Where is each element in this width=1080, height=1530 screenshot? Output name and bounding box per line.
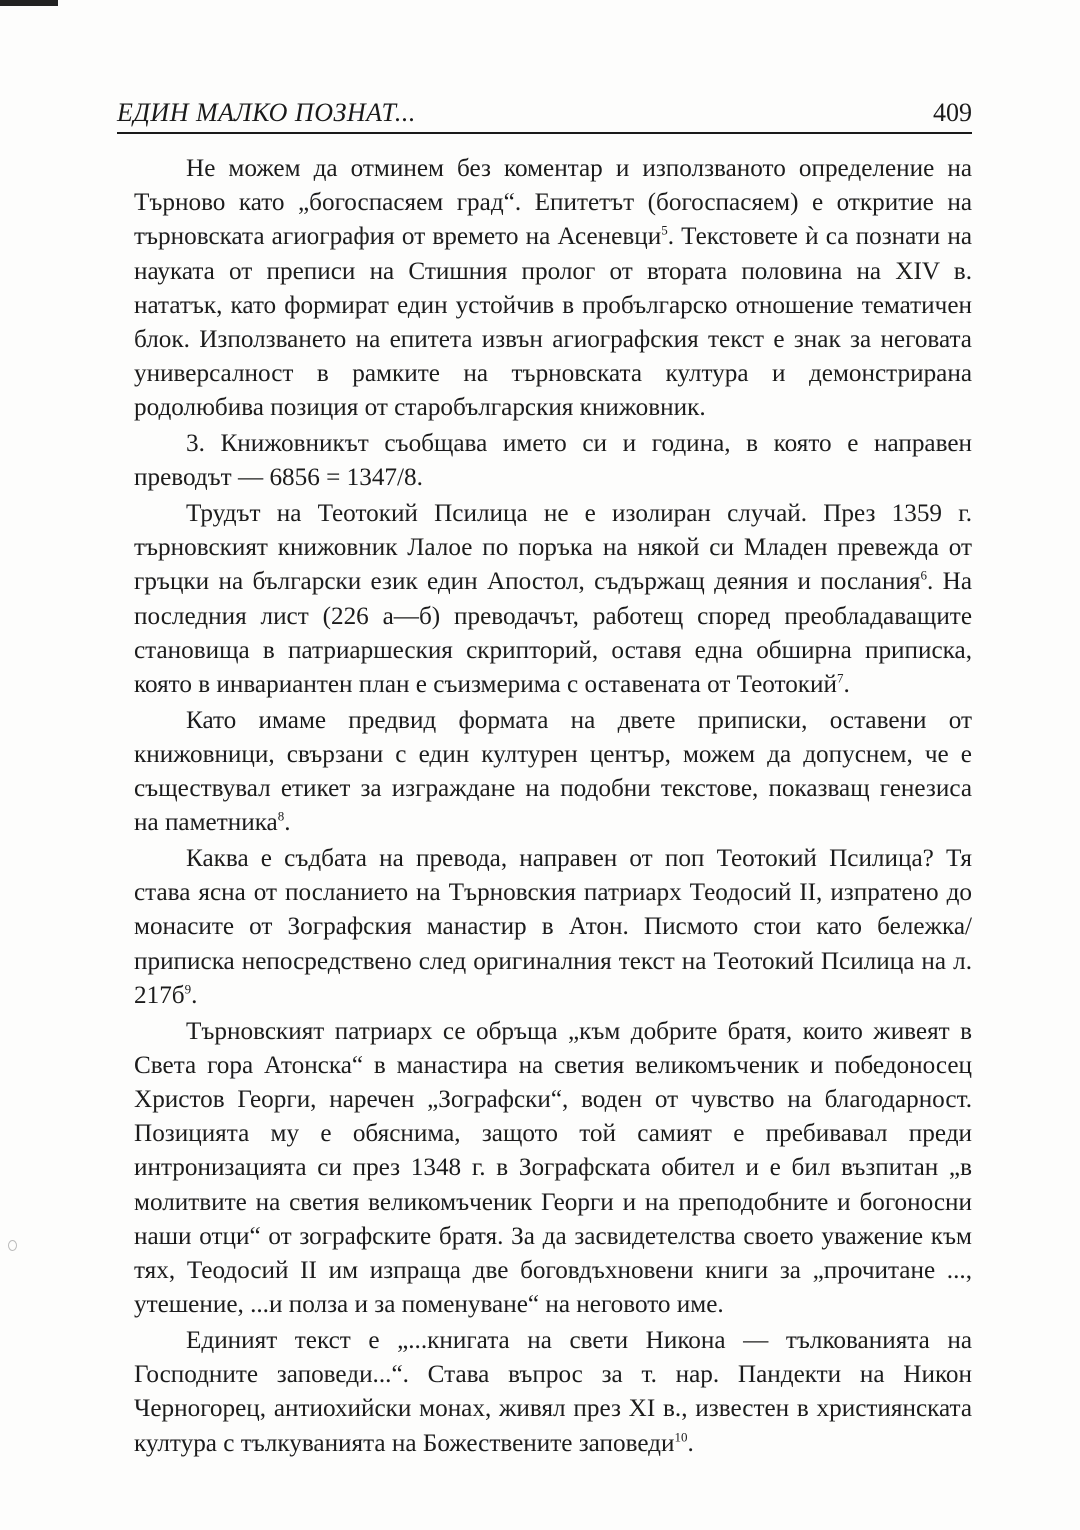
footnote-ref-5: 5: [661, 223, 668, 239]
paragraph-text: .: [843, 671, 850, 699]
paragraph-5: [134, 842, 972, 1013]
footnote-ref-10: 10: [674, 1429, 688, 1445]
paragraph-text: Каква е съдбата на превода, направен от поп Теотокий Псилица? Тя става ясна от посланието на Търновския патриарх Теодосий II, изпратено до монасите от Зографския манастир в Атон. Писмото стои като бележка/приписка непосредствено след оригиналния текст на Теотокий Псилица на л. 217б: [134, 845, 972, 1009]
running-header: [117, 96, 972, 134]
footnote-ref-6: 6: [920, 568, 928, 584]
body-text: [134, 152, 972, 1461]
scan-corner-mark: [0, 0, 58, 6]
paragraph-text: Трудът на Теотокий Псилица не е изолиран случай. През 1359 г. търновският книжовник Лалое по поръка на някой си Младен превежда от гръцки на български език един Апостол, съдържащ деяния и послания: [134, 500, 972, 596]
paragraph-text: Като имаме предвид формата на двете приписки, оставени от книжовници, свързани с един културен център, можем да допуснем, че е съществувал етикет за изграждане на подобни текстове, показващ генезиса на паметника: [134, 706, 972, 837]
paragraph-7: [134, 1324, 972, 1461]
paragraph-6: [134, 1015, 972, 1323]
paragraph-text: .: [191, 981, 198, 1009]
paragraph-text: 3. Книжовникът съобщава името си и година, в която е направен преводът — 6856 = 1347/8.: [134, 430, 972, 492]
margin-mark: [8, 1240, 17, 1251]
paragraph-3: [134, 497, 972, 702]
paragraph-4: [134, 704, 972, 841]
paragraph-text: .: [284, 809, 291, 837]
footnote-ref-7: 7: [837, 670, 844, 686]
paragraph-1: [134, 152, 972, 426]
page-number: 409: [933, 98, 972, 127]
paragraph-text: .: [687, 1429, 694, 1457]
footnote-ref-9: 9: [184, 981, 192, 997]
paragraph-text: Единият текст е „...книгата на свети Никона — тълкованията на Господните заповеди...“. Става въпрос за т. нар. Пандекти на Никон Черногорец, антиохийски монах, живял през XI в., известен в християнската култура с тълкуванията на Божествените заповеди: [134, 1326, 972, 1457]
paragraph-text: . На последния лист (226 а—б) преводачът, работещ според преобладаващите становища в патриаршеския скрипторий, оставя една обширна приписка, която в инвариантен план е съизмерима с оставената от Теотокий: [134, 568, 973, 699]
footnote-ref-8: 8: [277, 808, 285, 824]
paragraph-2: [134, 427, 972, 495]
running-title: ЕДИН МАЛКО ПОЗНАТ...: [117, 98, 416, 127]
paragraph-text: Не можем да отминем без коментар и използваното определение на Търново като „богоспасяем град“. Епитетът (богоспасяем) е откритие на търновската агиография от времето на Асеневци: [134, 155, 972, 251]
paragraph-text: Търновският патриарх се обръща „към добрите братя, които живеят в Света гора Атонска“ в манастира на светия великомъченик и победоносец Христов Георги, наречен „Зографски“, воден от чувство на благодарност. Позицията му е обяснима, защото той самият е пребивавал преди интронизацията си през 1348 г. в Зографската обител и е бил възпитан „в молитвите на светия великомъченик Георги и на преподобните и богоносни наши отци“ от зографските братя. За да засвидетелства своето уважение към тях, Теодосий II им изпраща две боговдъхновени книги за „прочитане ..., утешение, ...и полза и за поменуване“ на неговото име.: [134, 1017, 972, 1319]
paragraph-text: . Текстовете ѝ са познати на науката от преписи на Стишния пролог от втората половина на XIV в. нататък, като формират един устойчив в пробългарско отношение тематичен блок. Използването на епитета извън агиографския текст е знак за неговата универсалност в рамките на търновската култура и демонстрирана родолюбива позиция от старобългарския книжовник.: [134, 223, 972, 422]
